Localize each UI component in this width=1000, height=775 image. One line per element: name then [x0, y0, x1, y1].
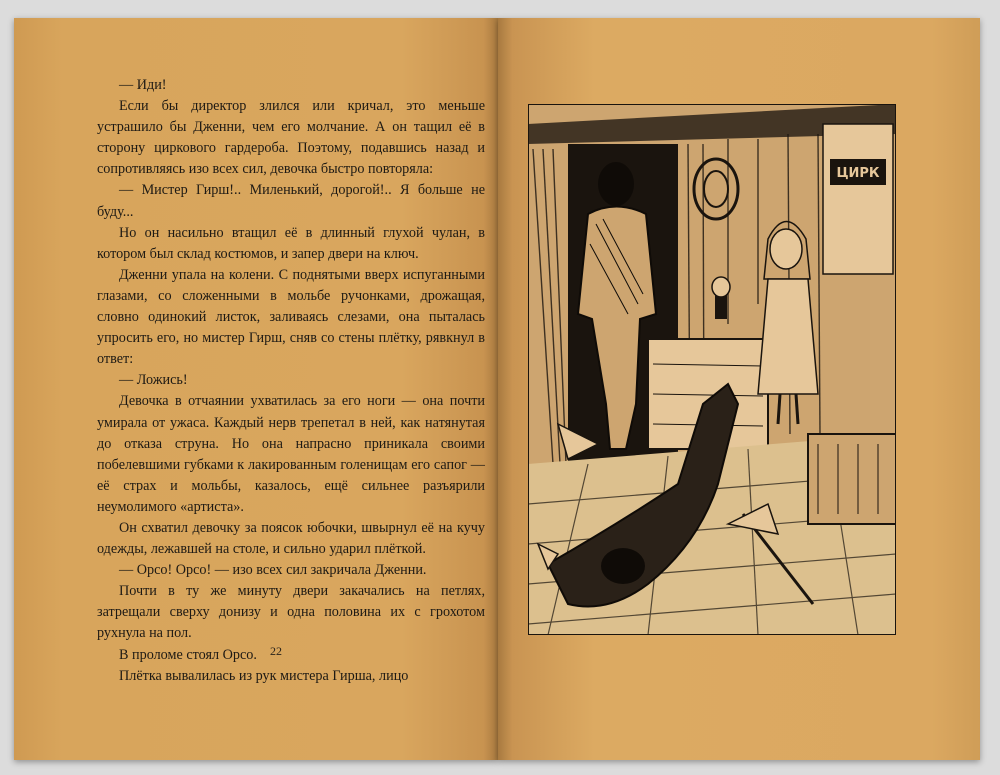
- paragraph: Он схватил девочку за поясок юбочки, швырнул её на кучу одежды, лежавшей на столе, и сильно ударил плёткой.: [97, 519, 485, 558]
- left-page: [14, 18, 498, 760]
- paragraph: Плётка вывалилась из рук мистера Гирша, лицо: [119, 667, 409, 684]
- paragraph: Дженни упала на колени. С поднятыми вверх испуганными глазами, со сложенными в мольбе ручонками, дрожащая, словно одинокий листок, заливаясь слезами, она пыталась упросить его, но мистер Гирш, сняв со стены плётку, рявкнул в ответ:: [97, 266, 485, 368]
- paragraph: Если бы директор злился или кричал, это меньше устрашило бы Дженни, чем его молчание. А он тащил её в сторону циркового гардероба. Поэтому, подавшись назад и сопротивляясь изо всех сил, девочка быстро повторяла:: [97, 98, 485, 178]
- paragraph: В проломе стоял Орсо.: [119, 646, 257, 663]
- paragraph: Но он насильно втащил её в длинный глухой чулан, в котором был склад костюмов, и запер двери на ключ.: [97, 224, 485, 262]
- page-text: [97, 75, 485, 687]
- paragraph: — Мистер Гирш!.. Миленький, дорогой!.. Я больше не буду...: [97, 182, 485, 220]
- paragraph: — Ложись!: [119, 372, 188, 389]
- poster-text: ЦИРК: [836, 166, 880, 181]
- paragraph: — Орсо! Орсо! — изо всех сил закричала Дженни.: [119, 562, 427, 579]
- illustration: [528, 104, 896, 635]
- paragraph: Девочка в отчаянии ухватилась за его ноги — она почти умирала от ужаса. Каждый нерв трепетал в ней, как натянутая до отказа струна. Но она напрасно приникала своими побелевшими губками к лакированным голенищам его сапог —её страх и мольбы, казалось, ещё сильнее разъярили неумолимого «артиста».: [97, 393, 485, 515]
- page-number: 22: [270, 644, 282, 658]
- paragraph: — Иди!: [119, 77, 167, 93]
- paragraph: Почти в ту же минуту двери закачались на петлях, затрещали сверху донизу и одна половина их с грохотом рухнула на пол.: [97, 583, 485, 642]
